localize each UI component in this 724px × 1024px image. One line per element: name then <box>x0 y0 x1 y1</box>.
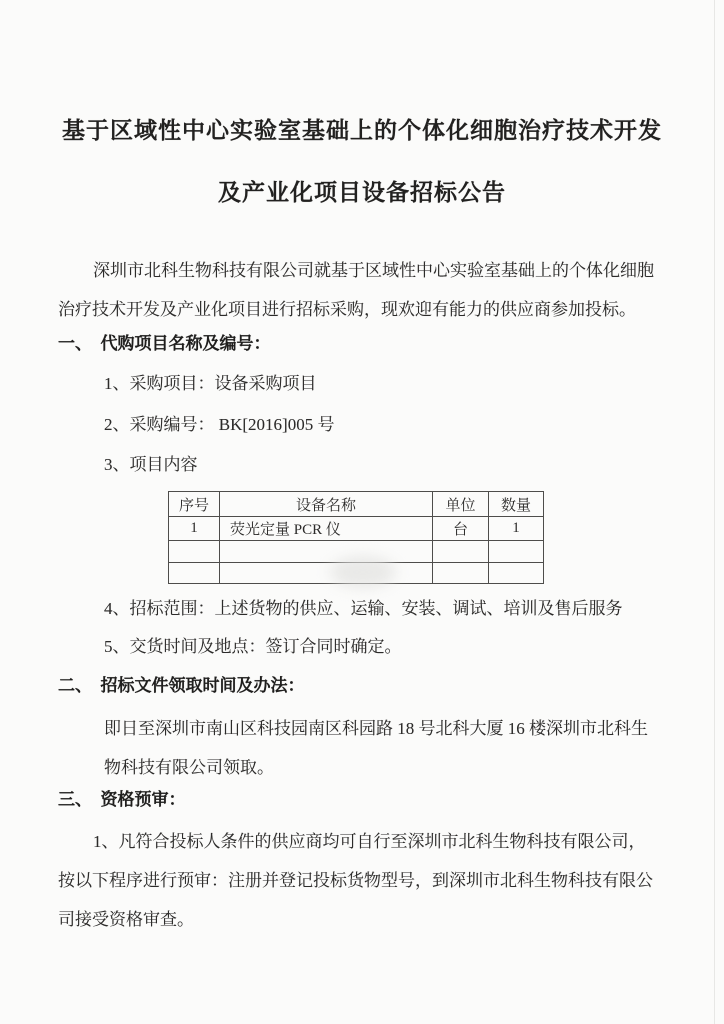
equipment-table-header-row <box>169 492 544 517</box>
section3-paragraph: 1、凡符合投标人条件的供应商均可自行至深圳市北科生物科技有限公司，按以下程序进行预审：注册并登记投标货物型号，到深圳市北科生物科技有限公司接受资格审查。 <box>58 832 653 929</box>
table-header-device-name: 设备名称 <box>220 492 433 517</box>
table-cell-device-name: 荧光定量 PCR 仪 <box>220 517 433 541</box>
section1-item-project-content: 3、项目内容 <box>104 455 198 474</box>
table-cell-quantity <box>489 541 544 563</box>
table-row <box>169 517 544 541</box>
scan-right-edge-line <box>714 0 715 1024</box>
table-cell-unit <box>433 541 489 563</box>
table-cell-seq <box>169 541 220 563</box>
section1-item-purchase-number: 2、采购编号： BK[2016]005 号 <box>104 415 335 434</box>
section2-paragraph: 即日至深圳市南山区科技园南区科园路 18 号北科大厦 16 楼深圳市北科生物科技有限公司领取。 <box>104 719 648 777</box>
section2-heading: 二、 招标文件领取时间及办法： <box>58 676 305 695</box>
table-cell-quantity: 1 <box>489 517 544 541</box>
intro-paragraph: 深圳市北科生物科技有限公司就基于区域性中心实验室基础上的个体化细胞治疗技术开发及产业化项目进行招标采购，现欢迎有能力的供应商参加投标。 <box>58 261 654 319</box>
section1-item-delivery: 5、交货时间及地点：签订合同时确定。 <box>104 637 402 656</box>
section1-heading: 一、 代购项目名称及编号： <box>58 334 271 353</box>
table-cell-seq: 1 <box>169 517 220 541</box>
section3-heading: 三、 资格预审： <box>58 790 186 809</box>
section1-item-purchase-project: 1、采购项目：设备采购项目 <box>104 374 317 393</box>
document-title-line1: 基于区域性中心实验室基础上的个体化细胞治疗技术开发 <box>62 118 662 143</box>
table-cell-seq <box>169 563 220 584</box>
document-title-line2: 及产业化项目设备招标公告 <box>218 180 506 205</box>
table-header-seq: 序号 <box>169 492 220 517</box>
table-cell-device-name <box>220 563 433 584</box>
scan-smudge-artifact <box>330 556 396 588</box>
table-cell-device-name <box>220 541 433 563</box>
table-cell-unit <box>433 563 489 584</box>
table-header-quantity: 数量 <box>489 492 544 517</box>
table-header-unit: 单位 <box>433 492 489 517</box>
table-cell-unit: 台 <box>433 517 489 541</box>
table-cell-quantity <box>489 563 544 584</box>
section1-item-bid-scope: 4、招标范围：上述货物的供应、运输、安装、调试、培训及售后服务 <box>104 599 623 618</box>
